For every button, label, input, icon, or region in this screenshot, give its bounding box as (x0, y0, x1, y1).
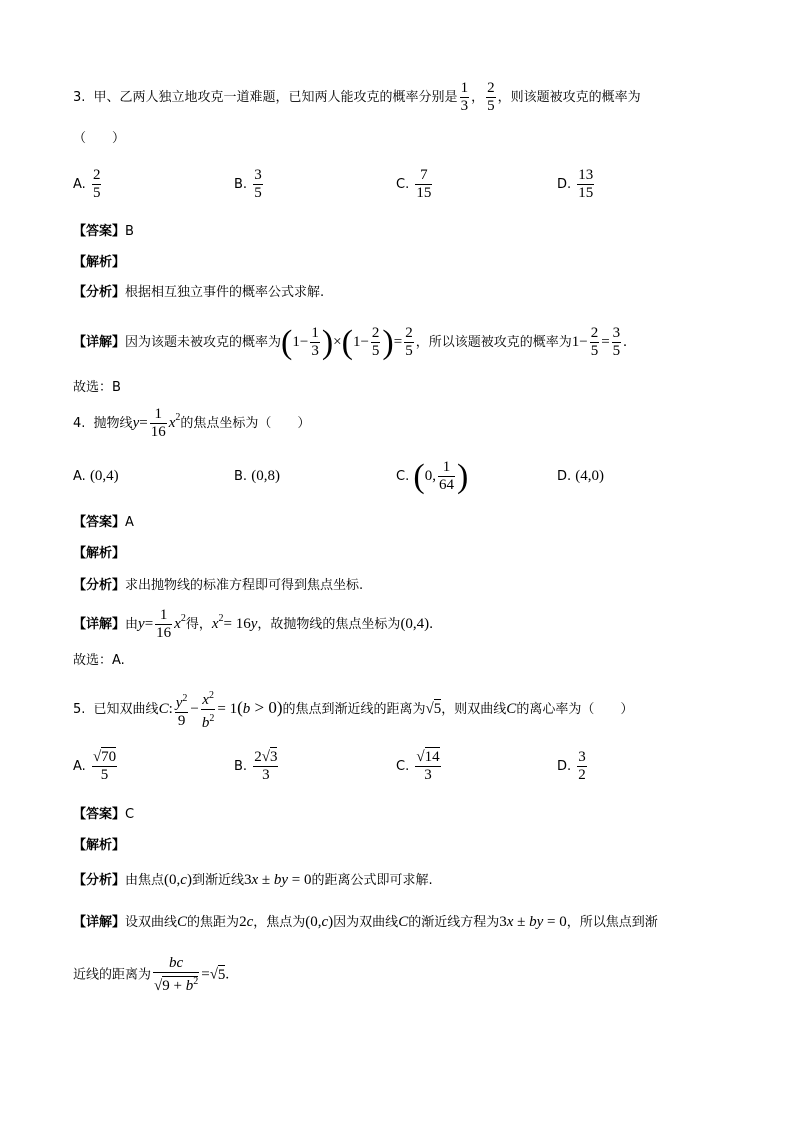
q3-answer: 【答案】B (73, 224, 134, 239)
q5-answer: 【答案】C (73, 807, 135, 822)
q3-fraction-2: $\frac{2}{5}$ (487, 80, 495, 114)
q3-option-a: A. $\frac{2}{5}$ (73, 167, 101, 201)
q4-option-b: B. (0,8) (234, 468, 280, 484)
q3-option-c: C. $\frac{7}{15}$ (396, 167, 432, 201)
q3-xiangjie: 【详解】因为该题未被攻克的概率为(1− $\frac{1}{3}$ )×(1− $\frac{2}{5}$ )= $\frac{2}{5}$ ，所以该题被攻克的概率为1− $\frac{2}{5}$ = $\frac{3}{5}$ . (73, 323, 627, 361)
q3-guxuan: 故选：B (73, 380, 121, 395)
q5-number: 5. (73, 702, 86, 717)
q5-option-a: A. $\frac{√70}{5}$ (73, 749, 117, 783)
q5-xiangjie-line1: 【详解】设双曲线C的焦距为2c，焦点为(0,c)因为双曲线C的渐近线方程为3x ± by = 0，所以焦点到渐 (73, 914, 658, 930)
q5-option-c: C. $\frac{√14}{3}$ (396, 749, 440, 783)
q4-xiangjie: 【详解】由y= $\frac{1}{16}$ $x^2$得，$x^2= 16y$，故抛物线的焦点坐标为(0,4). (73, 607, 433, 641)
q3-number: 3. (73, 90, 86, 105)
q4-stem: 4. 抛物线y= $\frac{1}{16}$ $x^2$的焦点坐标为（ ） (73, 406, 311, 440)
q3-blank: （ ） (73, 131, 126, 146)
q5-jiexi-heading: 【解析】 (73, 838, 126, 853)
q5-fenxi: 【分析】由焦点(0,c)到渐近线3x ± by = 0的距离公式即可求解. (73, 872, 433, 888)
q3-stem: 3. 甲、乙两人独立地攻克一道难题，已知两人能攻克的概率分别是 $\frac{1}{3}$ ， $\frac{2}{5}$ ，则该题被攻克的概率为 (73, 80, 641, 114)
q5-stem: 5. 已知双曲线C: $\frac{y^2}{9}$ − $\frac{x^2}{b^2}$ = 1(b > 0)的焦点到渐近线的距离为√5，则双曲线C的离心率为（ ） (73, 687, 633, 732)
q3-fenxi: 【分析】根据相互独立事件的概率公式求解. (73, 285, 325, 300)
q4-number: 4. (73, 416, 86, 431)
q3-option-b: B. $\frac{3}{5}$ (234, 167, 262, 201)
q5-option-d: D. $\frac{3}{2}$ (557, 749, 586, 783)
q4-guxuan: 故选：A. (73, 653, 125, 668)
q4-fenxi: 【分析】求出抛物线的标准方程即可得到焦点坐标. (73, 578, 364, 593)
q4-option-a: A. (0,4) (73, 468, 119, 484)
q3-fraction-1: $\frac{1}{3}$ (460, 80, 469, 114)
q5-xiangjie-line2: 近线的距离为 $\frac{bc}{√9 + b^2}$ =√5. (73, 955, 230, 994)
q4-option-d: D. (4,0) (557, 468, 605, 484)
q3-option-d: D. $\frac{13}{15}$ (557, 167, 594, 201)
q3-jiexi-heading: 【解析】 (73, 255, 126, 270)
q5-option-b: B. $\frac{2√3}{3}$ (234, 749, 278, 783)
q4-option-c: C. (0, $\frac{1}{64}$ ) (396, 457, 469, 495)
q4-answer: 【答案】A (73, 515, 134, 530)
q4-jiexi-heading: 【解析】 (73, 546, 126, 561)
